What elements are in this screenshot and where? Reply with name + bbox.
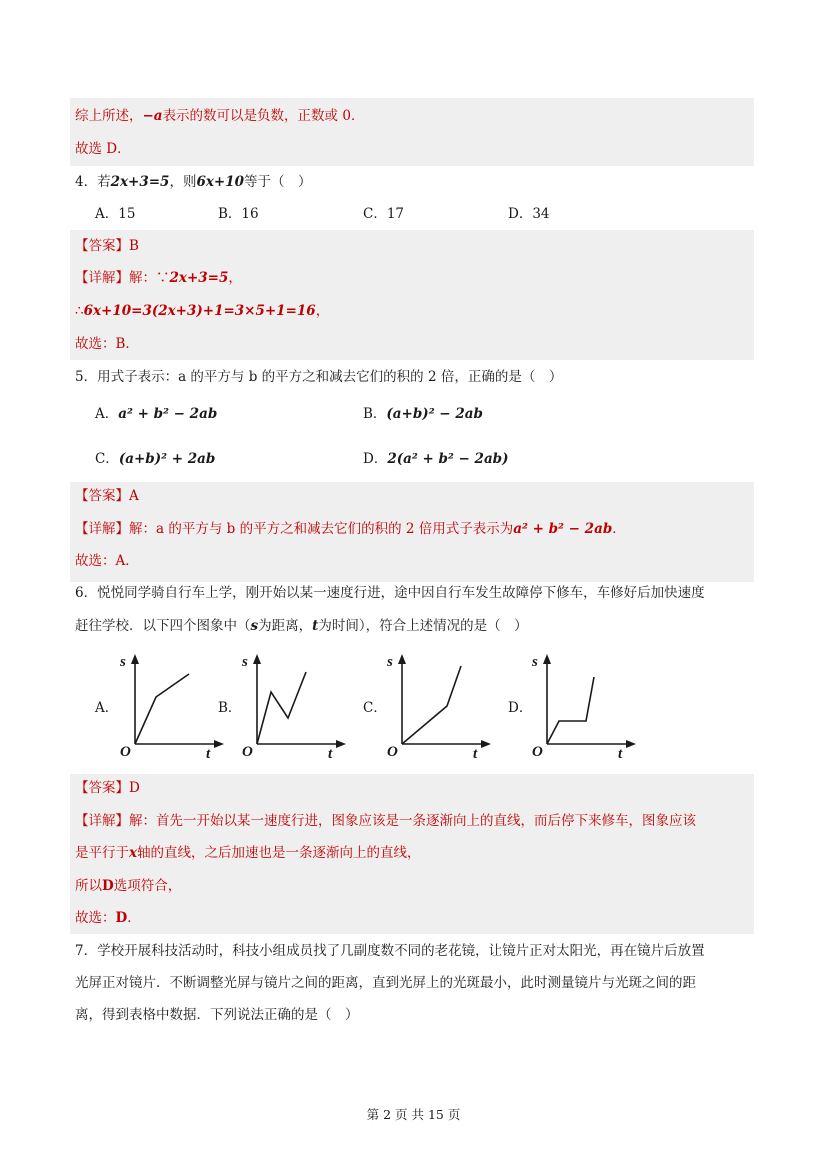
x-axis-arrow	[626, 740, 636, 748]
x-axis-arrow	[214, 740, 224, 748]
q6-detail-line1: 【详解】解：首先一开始以某一速度行进，图象应该是一条逐渐向上的直线，而后停下来修车，图象应该	[75, 813, 696, 829]
q7-stem-line3: 离，得到表格中数据．下列说法正确的是（ ）	[75, 1007, 359, 1023]
q7-stem-line1: 7．学校开展科技活动时，科技小组成员找了几副度数不同的老花镜，让镜片正对太阳光，再在镜片后放置	[75, 943, 705, 959]
q6-option-c-label[interactable]: C．	[363, 700, 387, 716]
q6-so: 所以D选项符合，	[75, 878, 182, 894]
q6-graph-c[interactable]	[381, 650, 491, 760]
q4-option-d[interactable]: D．34	[508, 206, 550, 222]
graph-curve	[402, 666, 461, 744]
prev-choose: 故选 D．	[75, 141, 131, 157]
q6-option-b-label[interactable]: B．	[218, 700, 242, 716]
q6-option-a-label[interactable]: A．	[95, 700, 119, 716]
q4-calc: ∴6x+10=3(2x+3)+1=3×5+1=16，	[75, 303, 330, 319]
x-axis-arrow	[481, 740, 491, 748]
q4-answer: 【答案】B	[75, 238, 139, 254]
x-axis-label: t	[473, 746, 478, 762]
q5-choose: 故选：A．	[75, 553, 139, 569]
q6-graph-b[interactable]	[236, 650, 346, 760]
origin-label: O	[120, 744, 131, 760]
x-axis-label: t	[618, 746, 623, 762]
q4-answer-block	[70, 230, 754, 360]
y-axis-arrow	[253, 654, 261, 664]
y-axis-label: s	[387, 654, 393, 670]
y-axis-label: s	[120, 654, 126, 670]
x-axis-arrow	[336, 740, 346, 748]
q4-detail: 【详解】解：∵2x+3=5，	[75, 270, 242, 286]
y-axis-label: s	[532, 654, 538, 670]
q5-option-a[interactable]: A．a² + b² − 2ab	[95, 406, 218, 422]
y-axis-label: s	[242, 654, 248, 670]
q6-option-d-label[interactable]: D．	[508, 700, 533, 716]
q4-stem: 4．若2x+3=5，则6x+10等于（ ）	[75, 174, 312, 190]
q6-detail-line2: 是平行于x轴的直线，之后加速也是一条逐渐向上的直线，	[75, 845, 421, 861]
q6-graph-d[interactable]	[526, 650, 636, 760]
page-footer: 第 2 页 共 15 页	[366, 1107, 461, 1122]
q4-choose: 故选：B．	[75, 336, 139, 352]
q5-option-c[interactable]: C．(a+b)² + 2ab	[95, 451, 216, 467]
origin-label: O	[242, 744, 253, 760]
y-axis-arrow	[398, 654, 406, 664]
graph-curve	[135, 674, 189, 744]
q4-option-b[interactable]: B．16	[218, 206, 259, 222]
q6-graph-a[interactable]	[114, 650, 224, 760]
x-axis-label: t	[206, 746, 211, 762]
q5-option-b[interactable]: B．(a+b)² − 2ab	[363, 406, 483, 422]
prev-conclusion: 综上所述，−a表示的数可以是负数，正数或 0．	[75, 108, 365, 124]
q5-answer: 【答案】A	[75, 488, 139, 504]
q4-option-a[interactable]: A．15	[95, 206, 136, 222]
y-axis-arrow	[131, 654, 139, 664]
q7-stem-line2: 光屏正对镜片．不断调整光屏与镜片之间的距离，直到光屏上的光斑最小，此时测量镜片与光斑之间的距	[75, 975, 696, 991]
graph-curve	[257, 672, 306, 744]
x-axis-label: t	[328, 746, 333, 762]
q5-option-d[interactable]: D．2(a² + b² − 2ab)	[363, 451, 509, 467]
y-axis-arrow	[543, 654, 551, 664]
graph-curve	[547, 677, 594, 744]
q5-stem: 5．用式子表示：a 的平方与 b 的平方之和减去它们的积的 2 倍，正确的是（ ）	[75, 369, 563, 385]
q4-option-c[interactable]: C．17	[363, 206, 405, 222]
origin-label: O	[387, 744, 398, 760]
q6-stem-line1: 6．悦悦同学骑自行车上学，刚开始以某一速度行进，途中因自行车发生故障停下修车，车修好后加快速度	[75, 585, 705, 601]
origin-label: O	[532, 744, 543, 760]
q5-detail: 【详解】解：a 的平方与 b 的平方之和减去它们的积的 2 倍用式子表示为a² + b² − 2ab．	[75, 521, 626, 537]
q6-answer: 【答案】D	[75, 780, 140, 796]
q6-choose: 故选：D．	[75, 910, 141, 926]
q6-stem-line2: 赶往学校．以下四个图象中（s为距离，t为时间），符合上述情况的是（ ）	[75, 618, 528, 634]
